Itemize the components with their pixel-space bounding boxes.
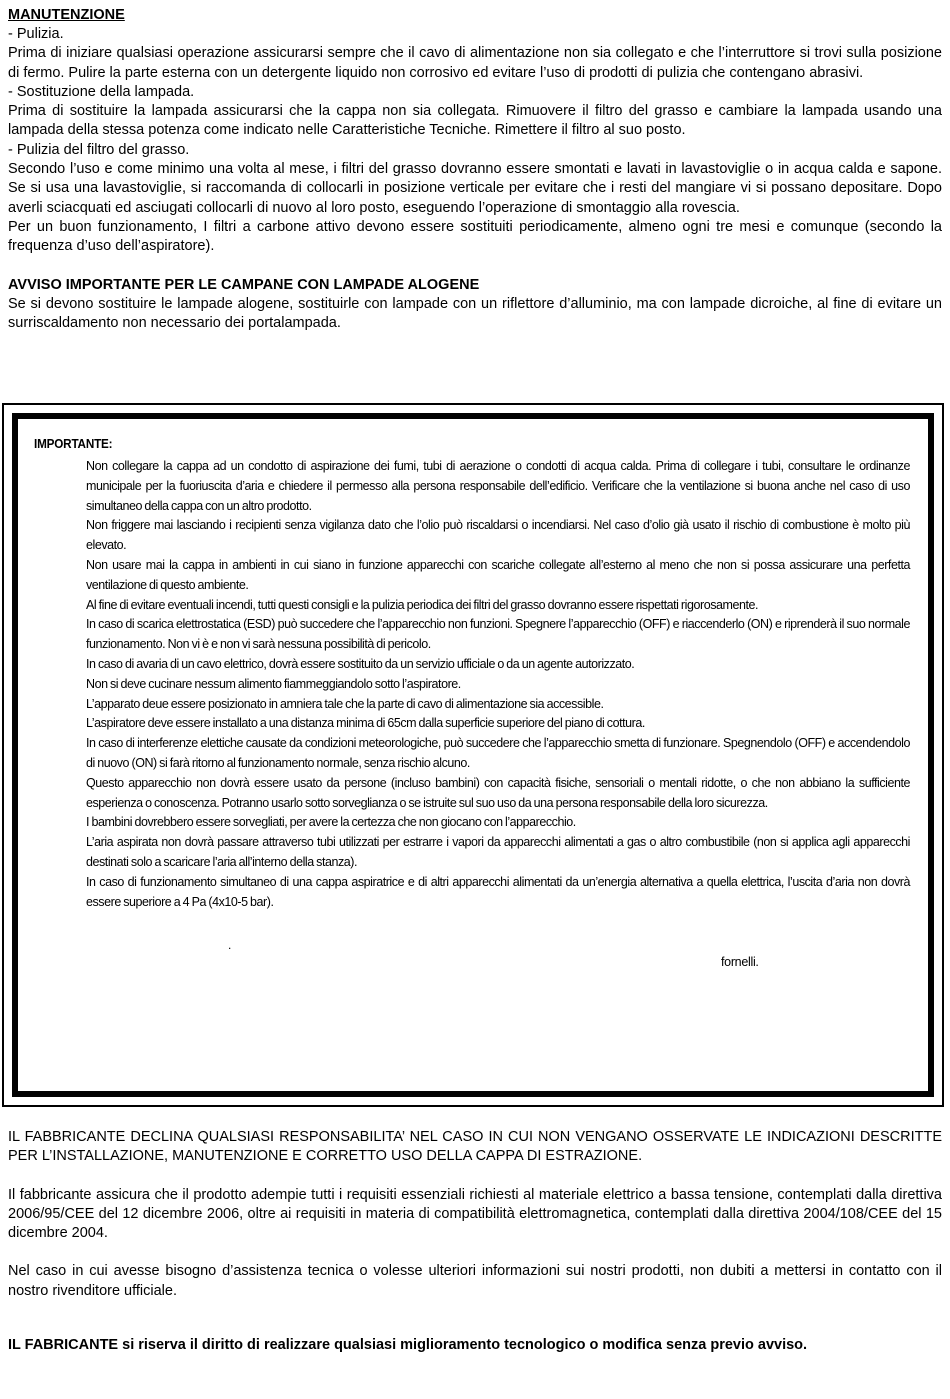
important-title: IMPORTANTE: [34,436,113,451]
notice-item: Non collegare la cappa ad un condotto di aspirazione dei fumi, tubi di aerazione o condotti di acqua calda. Prima di collegare i tubi, consultare le ordinanze municipale per la fuoriuscita d’aria e chiedere il permesso alla persona responsabile dell’edificio. Verificare che la ventilazione si buona anche nel caso di uso simultaneo della cappa con un altro prodotto. [86,459,910,513]
cleaning-text: Prima di iniziare qualsiasi operazione assicurarsi sempre che il cavo di alimentazione non sia collegato e che l’interruttore si trovi sulla posizione di fermo. Pulire la parte esterna con un detergente liquido non corrosivo ed evitare l’uso di prodotti di pulizia che contengano abrasivi. [8,45,942,81]
notice-item: In caso di avaria di un cavo elettrico, dovrà essere sostituito da un servizio ufficiale o da un agente autorizzato. [86,656,635,671]
notice-item: I bambini dovrebbero essere sorvegliati, per avere la certezza che non giocano con l’apparecchio. [86,815,576,830]
notice-item: Questo apparecchio non dovrà essere usato da persone (incluso bambini) con capacità fisiche, sensoriali o mentali ridotte, o che non abbiano la sufficiente esperienza o conoscenza. Potranno usarlo sotto sorveglianza o se istruite sul suo uso da una persona responsabile della loro sicurezza. [86,775,910,810]
stray-dot: . [228,938,232,952]
filter-heading: - Pulizia del filtro del grasso. [8,141,190,158]
notice-item: Non si deve cucinare nessum alimento fiammeggiandolo sotto l’aspiratore. [86,676,461,691]
important-notice-box [2,403,944,1107]
maintenance-title: MANUTENZIONE [8,7,125,23]
rights-text: IL FABRICANTE si riserva il diritto di realizzare qualsiasi miglioramento tecnologico o modifica senza previo avviso. [8,1337,808,1354]
notice-item: Non friggere mai lasciando i recipienti senza vigilanza dato che l’olio può riscaldarsi o incendiarsi. Nel caso d’olio già usato il rischio di combustione è molto più elevato. [86,518,910,553]
filter-text: Secondo l’uso e come minimo una volta al mese, i filtri del grasso dovranno essere smontati e lavati in lavastoviglie o in acqua calda e sapone. Se si usa una lavastoviglie, si raccomanda di collocarli in posizione verticale per evitare che i resti del mangiare vi si possano depositare. Dopo averli sciacquati ed asciugati collocarli di nuovo al loro posto, eseguendo l’operazione di smontaggio alla rovescia. [8,161,942,216]
notice-item: In caso di funzionamento simultaneo di una cappa aspiratrice e di altri apparecchi alimentati da un’energia alternativa a quella elettrica, l’uscita d’aria non dovrà essere superiore a 4 Pa (4x10-5 bar). [86,874,910,909]
lamp-text: Prima di sostituire la lampada assicurarsi che la cappa non sia collegata. Rimuovere il filtro del grasso e cambiare la lampada usando una lampada della stessa potenza come indicato nelle Caratteristiche Tecniche. Rimettere il filtro al suo posto. [8,103,942,139]
important-notice-inner-frame [12,413,934,1097]
notice-item: L’aria aspirata non dovrà passare attraverso tubi utilizzati per estrarre i vapori da apparecchi alimentati a gas o altro combustibile (non si applica agli apparecchi destinati solo a scaricare l’aria all’interno della stanza). [86,835,910,869]
carbon-filter-text: Per un buon funzionamento, I filtri a carbone attivo devono essere sostituiti periodicamente, almeno ogni tre mesi e comunque (secondo la frequenza d’uso dell’aspiratore). [8,218,942,255]
important-notice-list [34,457,910,912]
halogen-title: AVVISO IMPORTANTE PER LE CAMPANE CON LAMPADE ALOGENE [8,276,480,293]
notice-item: Al fine di evitare eventuali incendi, tutti questi consigli e la pulizia periodica dei filtri del grasso dovranno essere rispettati rigorosamente. [86,597,759,612]
notice-item: L’apparato deue essere posizionato in amniera tale che la parte di cavo di alimentazione sia accessible. [86,696,604,711]
notice-item: Non usare mai la cappa in ambienti in cui siano in funzione apparecchi con scariche collegate all’esterno al meno che non si possa assicurare una perfetta ventilazione di questo ambiente. [86,557,910,592]
lamp-heading: - Sostituzione della lampada. [8,83,195,100]
footer-section [8,1128,942,1355]
notice-item: In caso di scarica elettrostatica (ESD) può succedere che l’apparecchio non funzioni. Spegnere l’apparecchio (OFF) e riaccenderlo (ON) e riprenderà il suo normale funzionamento. Non vi è e non vi sarà nessuna possibilità di pericolo. [86,617,910,652]
notice-item: L’aspiratore deve essere installato a una distanza minima di 65cm dalla superficie superiore del piano di cottura. [86,716,645,731]
stray-word: fornelli. [721,955,759,969]
maintenance-section [8,6,942,333]
notice-item: In caso di interferenze elettiche causate da condizioni meteorologiche, può succedere che l’apparecchio smetta di funzionare. Spegnendolo (OFF) e accendendolo di nuovo (ON) si farà ritorno al funzionamento normale, senza rischio alcuno. [86,736,910,770]
cleaning-heading: - Pulizia. [8,26,64,42]
disclaimer-text: IL FABBRICANTE DECLINA QUALSIASI RESPONSABILITA’ NEL CASO IN CUI NON VENGANO OSSERVATE LE INDICAZIONI DESCRITTE PER L’INSTALLAZIONE, MANUTENZIONE E CORRETTO USO DELLA CAPPA DI ESTRAZIONE. [8,1129,942,1165]
compliance-text: Il fabbricante assicura che il prodotto adempie tutti i requisiti essenziali richiesti al materiale elettrico a bassa tensione, contemplati dalla direttiva 2006/95/CEE del 12 dicembre 2006, oltre ai requisiti in materia di compatibilità elettromagnetica, contemplati dalla direttiva 2004/108/CEE del 15 dicembre 2004. [8,1186,942,1242]
halogen-text: Se si devono sostituire le lampade alogene, sostituirle con lampade con un riflettore d’alluminio, ma con lampade dicroiche, al fine di evitare un surriscaldamento non necessario dei portalampada. [8,295,942,332]
assistance-text: Nel caso in cui avesse bisogno d’assistenza tecnica o volesse ulteriori informazioni sui nostri prodotti, non dubiti a mettersi in contatto con il nostro rivenditore ufficiale. [8,1263,942,1299]
